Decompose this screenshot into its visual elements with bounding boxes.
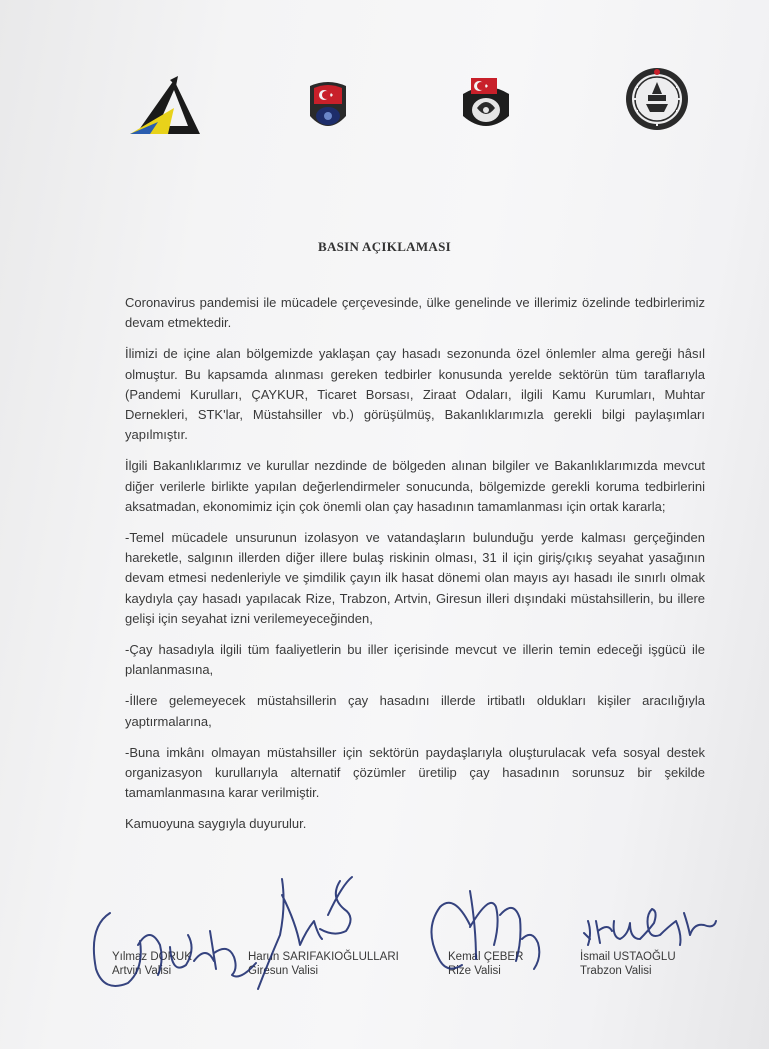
statement-body: [125, 293, 705, 846]
paragraph-closing: Kamuoyuna saygıyla duyurulur.: [125, 816, 307, 832]
signatory-name: Yılmaz DORUK: [112, 951, 192, 963]
signatory-title: Rize Valisi: [448, 965, 501, 977]
signatory-name: Kemal ÇEBER: [448, 951, 524, 963]
signature-rize: [431, 891, 539, 969]
paragraph-contacts: -İllere gelemeyecek müstahsillerin çay hasadını illerde irtibatlı oldukları kişiler aracılığıyla yaptırmalarına,: [125, 693, 705, 729]
handwritten-signatures: [0, 865, 769, 1015]
signatory-name: Harun SARIFAKIOĞLULLARI: [248, 951, 399, 963]
paragraph-decision-lead: İlgili Bakanlıklarımız ve kurullar nezdinde de bölgeden alınan bilgiler ve Bakanlıklarımızda mevcut diğer verilerle birlikte yapılan değerlendirmeler sonucunda, bölgemizde gerekli koruma tedbirlerini aksatmadan, ekonomimiz için çok önemli olan çay hasadının tamamlanması için ortak kararla;: [125, 458, 705, 514]
giresun-emblem-icon: [304, 76, 352, 138]
signatory-title: Giresun Valisi: [248, 965, 319, 977]
logo-row: [0, 62, 769, 152]
signature-giresun: [258, 877, 352, 989]
trabzon-emblem-icon: [624, 66, 690, 132]
paragraph-context: İlimizi de içine alan bölgemizde yaklaşan çay hasadı sezonunda özel önlemler alma gereği hâsıl olmuştur. Bu kapsamda alınması gereken tedbirler konusunda yerelde sektörün tüm taraflarıyla (Pandemi Kurulları, ÇAYKUR, Ticaret Borsası, Ziraat Odaları, ilgili Kamu Kurumları, Muhtar Dernekleri, STK'lar, Müstahsiller vb.) görüşülmüş, Bakanlıklarımızla gerekli bilgi paylaşımları yapılmıştır.: [125, 346, 705, 443]
page-title: BASIN AÇIKLAMASI: [317, 239, 452, 254]
paragraph-vefa: -Buna imkânı olmayan müstahsiller için sektörün paydaşlarıyla oluşturulacak vefa sosyal destek organizasyon kurullarıyla alternatif çözümler üretilip çay hasadının sorunsuz bir şekilde tamamlanmasına karar verilmiştir.: [125, 744, 705, 801]
paragraph-intro: Coronavirus pandemisi ile mücadele çerçevesinde, ülke genelinde ve illerimiz özelinde tedbirlerimiz devam etmektedir.: [125, 295, 705, 331]
paragraph-travel-ban: -Temel mücadele unsurunun izolasyon ve vatandaşların bulunduğu yerde kalması gerçeğinden hareketle, salgının illerden diğer illere bulaş riskinin olması, 31 il için giriş/çıkış seyahat yasağının devam etmesi nedenleriyle ve şimdilik çayın ilk hasat dönemi olan mayıs ayı hasadı ile sınırlı olmak kaydıyla çay hasadı yapılacak Rize, Trabzon, Artvin, Giresun illeri dışındaki müstahsillerin, bu illere gelişi için seyahat izni verilemeyeceğinden,: [125, 530, 705, 626]
signature-trabzon: [584, 909, 716, 945]
signatory-title: Trabzon Valisi: [580, 965, 652, 977]
paragraph-workforce: -Çay hasadıyla ilgili tüm faaliyetlerin bu iller içerisinde mevcut ve illerin temin edeceği işgücü ile planlanmasına,: [125, 642, 705, 678]
rize-emblem-icon: [455, 70, 517, 138]
signatory-name: İsmail USTAOĞLU: [580, 951, 676, 963]
signatory-title: Artvin Valisi: [112, 965, 172, 977]
signature-artvin: [94, 913, 256, 986]
artvin-emblem-icon: [128, 76, 204, 138]
signature-section: [0, 865, 769, 1015]
